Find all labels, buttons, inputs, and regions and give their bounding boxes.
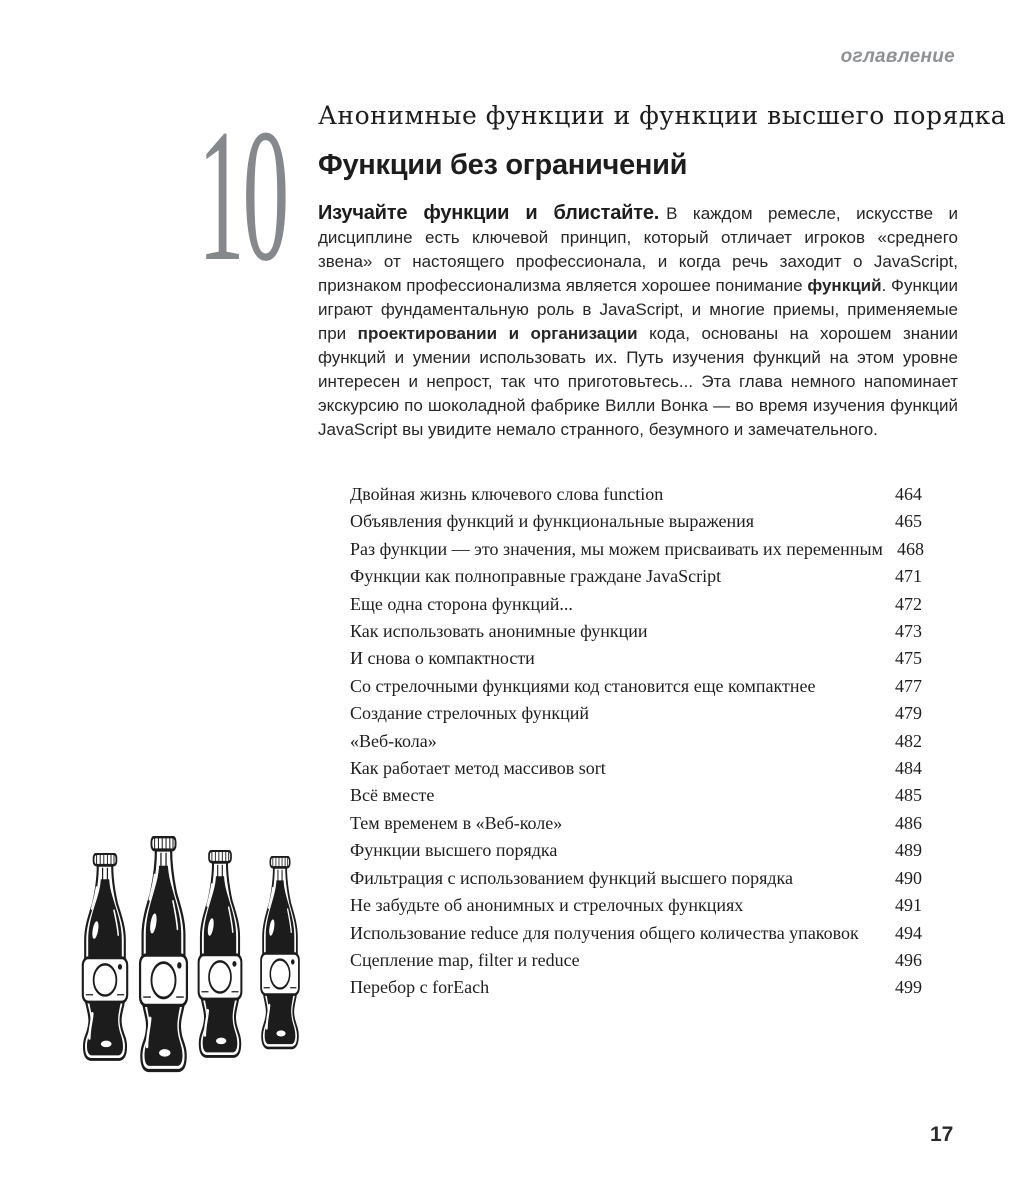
toc-entry-title: Не забудьте об анонимных и стрелочных функциях — [350, 895, 744, 916]
toc-entry-title: Сцепление map, filter и reduce — [350, 949, 580, 970]
toc-entry-page-number: 482 — [895, 730, 922, 751]
toc-row — [350, 755, 922, 782]
toc-row — [350, 728, 922, 755]
toc-entry-title: Создание стрелочных функций — [350, 703, 590, 724]
intro-bold-phrase: проектировании и организации — [357, 324, 638, 343]
toc-entry-title: Тем временем в «Веб-коле» — [350, 812, 563, 833]
toc-row — [350, 810, 922, 837]
toc-entry-title: Еще одна сторона функций... — [350, 593, 573, 614]
intro-paragraph — [318, 201, 958, 442]
toc-entry-title: Двойная жизнь ключевого слова function — [350, 484, 664, 504]
toc-entry-page-number: 490 — [895, 867, 922, 888]
toc-list — [350, 481, 922, 1002]
toc-entry-page-number: 496 — [895, 949, 922, 970]
toc-entry-page-number: 465 — [895, 511, 922, 532]
toc-entry-title: Функции высшего порядка — [350, 840, 558, 861]
toc-entry-page-number: 473 — [895, 621, 922, 642]
toc-entry-page-number: 468 — [896, 538, 924, 559]
toc-row — [350, 563, 922, 590]
toc-row — [350, 536, 922, 563]
page-number: 17 — [930, 1123, 954, 1146]
toc-entry-title: Перебор с forEach — [350, 977, 490, 998]
toc-entry-title: И снова о компактности — [350, 648, 535, 669]
toc-entry-page-number: 486 — [895, 812, 922, 833]
toc-row — [350, 837, 922, 864]
chapter-handwritten-subtitle: Анонимные функции и функции высшего порядка — [318, 101, 1007, 130]
toc-entry-title: Со стрелочными функциями код становится еще компактнее — [350, 675, 816, 696]
toc-entry-page-number: 489 — [895, 840, 922, 861]
toc-entry-page-number: 472 — [895, 593, 922, 614]
toc-entry-page-number: 471 — [895, 566, 922, 587]
intro-text-run: кода, основаны на хорошем знании функций и умении использовать их. Путь изучения функций на этом уровне интересен и непрост, так что приготовьтесь... Эта глава немного напоминает экскурсию по шоколадной фабрике Вилли Вонка — во время изучения функций JavaScript вы увидите немало странного, безумного и замечательного. — [318, 324, 958, 439]
toc-row — [350, 782, 922, 809]
toc-entry-page-number: 494 — [895, 922, 922, 943]
toc-entry-title: Использование reduce для получения общего количества упаковок — [350, 922, 859, 943]
toc-entry-page-number: 477 — [895, 675, 922, 696]
toc-entry-title: Как работает метод массивов sort — [350, 758, 606, 779]
intro-text-run: . Функции играют фундаментальную роль в JavaScript, и многие приемы, применяемые при — [318, 276, 958, 343]
toc-entry-title: Как использовать анонимные функции — [350, 621, 648, 642]
toc-entry-title: Раз функции — это значения, мы можем присваивать их переменным — [350, 538, 883, 559]
chapter-header-block — [318, 96, 1007, 442]
toc-entry-page-number: 475 — [895, 648, 922, 669]
toc-entry-page-number: 464 — [895, 484, 922, 504]
toc-entry-page-number: 499 — [895, 977, 922, 998]
toc-row — [350, 920, 922, 947]
section-corner-label: оглавление — [840, 46, 955, 67]
toc-entry-page-number: 491 — [895, 895, 922, 916]
toc-entry-page-number: 479 — [895, 703, 922, 724]
toc-row — [350, 673, 922, 700]
toc-row — [350, 865, 922, 892]
toc-entry-page-number: 484 — [895, 758, 922, 779]
toc-row — [350, 892, 922, 919]
intro-text-run: В каждом ремесле, искусстве и дисциплине есть ключевой принцип, который отличает игроков «среднего звена» от настоящего профессионала, и когда речь заходит о JavaScript, признаком профессионализма является хорошее понимание — [318, 204, 958, 295]
toc-row — [350, 947, 922, 974]
chapter-title: Функции без ограничений — [318, 149, 688, 181]
toc-row — [350, 591, 922, 618]
toc-row — [350, 700, 922, 727]
toc-entry-title: «Веб-кола» — [350, 730, 437, 751]
intro-body — [318, 204, 958, 439]
intro-lead: Изучайте функции и блистайте. — [318, 202, 660, 224]
toc-entry-page-number: 485 — [895, 785, 922, 806]
chapter-number: 10 — [198, 91, 288, 301]
cola-bottles-illustration — [70, 818, 320, 1083]
toc-entry-title: Фильтрация с использованием функций высшего порядка — [350, 867, 793, 888]
toc-row — [350, 618, 922, 645]
toc-row — [350, 508, 922, 535]
toc-entry-title: Объявления функций и функциональные выражения — [350, 511, 755, 532]
toc-entry-title: Всё вместе — [350, 785, 435, 806]
intro-bold-phrase: функций — [807, 276, 882, 295]
toc-row — [350, 481, 922, 508]
toc-entry-title: Функции как полноправные граждане JavaScript — [350, 566, 722, 587]
toc-row — [350, 645, 922, 672]
toc-row — [350, 974, 922, 1001]
